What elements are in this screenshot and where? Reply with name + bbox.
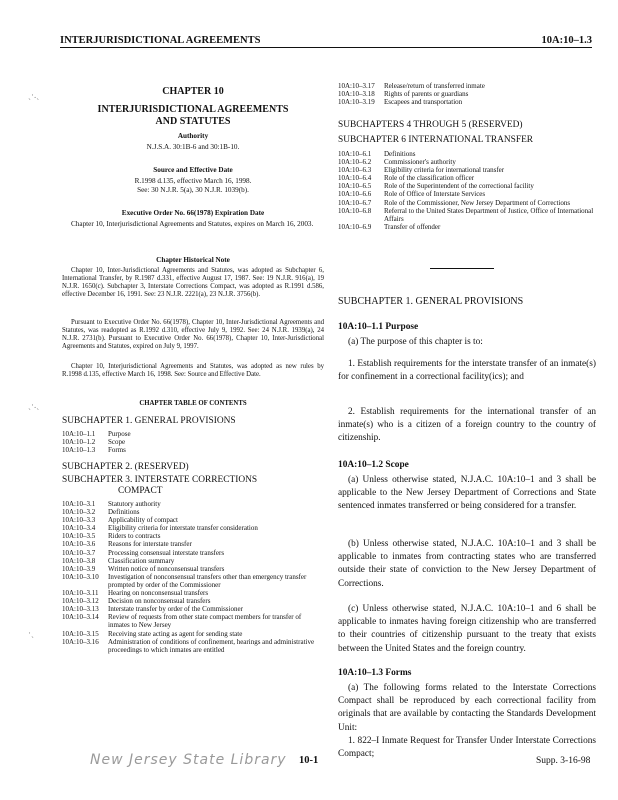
toc-entry [62, 605, 324, 613]
section-1-3-heading: 10A:10–1.3 Forms [338, 668, 412, 678]
toc-list-subchapter-1 [62, 430, 324, 454]
toc-entry-title: Definitions [108, 508, 140, 517]
source-line2: See: 30 N.J.R. 5(a), 30 N.J.R. 1039(b). [137, 186, 249, 194]
toc-entry [62, 597, 324, 605]
toc-entry-title: Review of requests from other state compact members for transfer of inmates to New Jersey [108, 613, 302, 630]
section-1-2-c: (c) Unless otherwise stated, N.J.A.C. 10A:10–1 and 6 shall be applicable to inmates having foreign citizenship who are transferred to their countries of citizenship pursuant to the treaty that exists between the United States and the foreign country. [338, 604, 596, 654]
toc-entry-title: Classification summary [108, 556, 175, 565]
toc-entry-number: 10A:10–3.15 [62, 629, 99, 638]
toc-entry [62, 565, 324, 573]
toc-entry [338, 174, 596, 182]
section-1-1-a2: 2. Establish requirements for the international transfer of an inmate(s) who is a citizen of a foreign country to the country of citizenship. [338, 407, 596, 444]
toc-entry [62, 500, 324, 508]
source-heading: Source and Effective Date [153, 166, 233, 174]
source-line1: R.1998 d.135, effective March 16, 1998. [134, 177, 252, 185]
toc-entry [62, 549, 324, 557]
toc-entry-title: Processing consensual interstate transfers [108, 548, 225, 557]
toc-entry-number: 10A:10–3.7 [62, 548, 96, 557]
toc-entry-title: Release/return of transferred inmate [384, 82, 485, 90]
toc-subchapter-3-cont: COMPACT [118, 486, 163, 496]
toc-entry-number: 10A:10–3.13 [62, 605, 99, 614]
exec-order-text: Chapter 10, Interjurisdictional Agreements and Statutes, expires on March 16, 2003. [71, 220, 314, 228]
toc-entry-number: 10A:10–6.9 [338, 222, 372, 231]
toc-entry [62, 532, 324, 540]
toc-entry-title: Purpose [108, 430, 131, 438]
toc-entry-number: 10A:10–1.2 [62, 438, 96, 447]
toc-entry [62, 446, 324, 454]
toc-entry-title: Statutory authority [108, 500, 161, 508]
historical-note-para2: Pursuant to Executive Order No. 66(1978), Chapter 10, Inter-Jurisdictional Agreements and Statutes, was readopted as R.1992 d.310, effective July 9, 1992. See: 24 N.J.R. 1939(a), 24 N.J.R. 2731(b). Pursuant to Executive Order No. 66(1978), Chapter 10, Inter-Jurisdictional Agreements and Statutes, expired on July 9, 1997. [62, 319, 324, 350]
toc-entry [62, 638, 324, 654]
toc-list-subchapter-3 [62, 500, 324, 654]
supplement-date: Supp. 3-16-98 [536, 756, 591, 766]
toc-entry [62, 613, 324, 629]
toc-entry [62, 557, 324, 565]
toc-entry-title: Definitions [384, 150, 416, 158]
toc-entry-number: 10A:10–3.16 [62, 637, 99, 646]
library-watermark: New Jersey State Library [90, 752, 287, 768]
toc-entry-number: 10A:10–3.19 [338, 98, 375, 107]
toc-entry-number: 10A:10–3.1 [62, 500, 96, 508]
subchapter-1-heading: SUBCHAPTER 1. GENERAL PROVISIONS [338, 296, 524, 307]
toc-entry-title: Decision on nonconsensual transfers [108, 597, 211, 606]
toc-entry-title: Commissioner's authority [384, 158, 456, 167]
toc-entry-number: 10A:10–1.1 [62, 430, 96, 438]
toc-heading: CHAPTER TABLE OF CONTENTS [139, 400, 247, 407]
toc-subchapter-3: SUBCHAPTER 3. INTERSTATE CORRECTIONS [62, 475, 258, 485]
toc-entry [62, 573, 324, 589]
toc-entry [338, 199, 596, 207]
historical-note-para1: Chapter 10, Inter-Jurisdictional Agreements and Statutes, was adopted as Subchapter 6, International Transfer, by R.1987 d.331, effective August 17, 1987. See: 19 N.J.R. 916(a), 19 N.J.R. 1650(c). Subchapter 3, Interstate Corrections Compact, was adopted as R.1991 d.586, effective December 16, 1991. See: 23 N.J.R. 2221(a), 23 N.J.R. 3756(b). [62, 267, 324, 298]
toc-entry [338, 82, 596, 90]
toc-entry-number: 10A:10–6.8 [338, 206, 372, 215]
toc-entry [338, 166, 596, 174]
toc-entry-number: 10A:10–6.5 [338, 182, 372, 191]
toc-entry-number: 10A:10–6.7 [338, 198, 372, 207]
toc-entry-number: 10A:10–3.3 [62, 516, 96, 525]
section-divider [430, 268, 494, 269]
toc-entry-number: 10A:10–3.9 [62, 564, 96, 573]
section-1-3-a1: 1. 822–I Inmate Request for Transfer Under Interstate Corrections Compact; [338, 736, 596, 760]
toc-entry-number: 10A:10–3.6 [62, 540, 96, 549]
toc-entry-number: 10A:10–3.12 [62, 597, 99, 606]
authority-heading: Authority [177, 132, 209, 140]
toc-entry-title: Applicability of compact [108, 516, 178, 525]
toc-entry-number: 10A:10–3.14 [62, 613, 99, 622]
toc-entry-number: 10A:10–6.4 [338, 174, 372, 183]
toc-entry-title: Interstate transfer by order of the Commissioner [108, 605, 243, 614]
chapter-title-line2: AND STATUTES [155, 116, 231, 127]
page-number: 10-1 [299, 755, 319, 766]
toc-entry [338, 150, 596, 158]
running-header [60, 30, 592, 48]
toc-entry [62, 589, 324, 597]
toc-entry [62, 430, 324, 438]
toc-entry [338, 207, 596, 223]
toc-entry-title: Riders to contracts [108, 532, 161, 541]
section-1-3-a: (a) The following forms related to the Interstate Corrections Compact shall be reproduced by each correctional facility from originals that are available by contacting the Standards Development Unit: [338, 683, 596, 733]
toc-entry-number: 10A:10–1.3 [62, 446, 96, 455]
toc-subchapter-1: SUBCHAPTER 1. GENERAL PROVISIONS [62, 416, 236, 426]
toc-list-subchapter-3-cont [338, 82, 596, 106]
toc-list-subchapter-6 [338, 150, 596, 231]
toc-entry-number: 10A:10–3.4 [62, 524, 96, 533]
toc-subchapter-6: SUBCHAPTER 6 INTERNATIONAL TRANSFER [338, 135, 534, 145]
toc-entry [338, 158, 596, 166]
toc-entry-title: Rights of parents or guardians [384, 90, 469, 99]
section-1-2-heading: 10A:10–1.2 Scope [338, 460, 409, 470]
section-1-2-a: (a) Unless otherwise stated, N.J.A.C. 10A:10–1 and 3 shall be applicable to the New Jersey Department of Corrections and State sentenced inmates transferred or being considered for a transfer. [338, 475, 596, 512]
section-1-1-a: (a) The purpose of this chapter is to: [348, 337, 483, 347]
toc-entry [338, 190, 596, 198]
toc-entry [62, 438, 324, 446]
toc-entry-title: Scope [108, 438, 126, 447]
toc-entry-title: Eligibility criteria for interstate transfer consideration [108, 524, 258, 533]
header-section: 10A:10–1.3 [541, 35, 592, 46]
margin-mark: ˎ·.ˏ [28, 90, 40, 100]
toc-entry-title: Forms [108, 446, 126, 455]
toc-entry-title: Role of the Superintendent of the correctional facility [384, 182, 534, 191]
toc-entry-number: 10A:10–6.1 [338, 150, 372, 158]
toc-entry-title: Transfer of offender [384, 222, 441, 231]
toc-entry-number: 10A:10–3.5 [62, 532, 96, 541]
toc-entry-title: Investigation of nonconsensual transfers other than emergency transfer prompted by order of the Commissioner [108, 572, 307, 589]
toc-entry-title: Referral to the United States Department of Justice, Office of International Affairs [384, 206, 594, 223]
margin-mark: ·ˏ [28, 628, 34, 638]
toc-entry-title: Reasons for interstate transfer [108, 540, 192, 549]
chapter-label: CHAPTER 10 [162, 86, 224, 97]
toc-entry-number: 10A:10–3.10 [62, 572, 99, 581]
section-1-1-heading: 10A:10–1.1 Purpose [338, 322, 419, 332]
historical-note-heading: Chapter Historical Note [156, 256, 230, 264]
toc-entry-title: Eligibility criteria for international transfer [384, 166, 505, 175]
margin-mark: ˎ·.ˏ [28, 400, 40, 410]
toc-entry-number: 10A:10–3.8 [62, 556, 96, 565]
toc-entry-number: 10A:10–3.18 [338, 90, 375, 99]
toc-entry [62, 630, 324, 638]
toc-entry-number: 10A:10–3.17 [338, 82, 375, 90]
toc-entry-title: Role of Office of Interstate Services [384, 190, 486, 199]
toc-entry-number: 10A:10–6.3 [338, 166, 372, 175]
section-1-1-a1: 1. Establish requirements for the interstate transfer of an inmate(s) for confinement in a correctional facility(ics); and [338, 359, 596, 383]
toc-entry-title: Role of the Commissioner, New Jersey Department of Corrections [384, 198, 571, 207]
toc-entry [338, 90, 596, 98]
toc-entry-title: Receiving state acting as agent for sending state [108, 629, 243, 638]
toc-entry-number: 10A:10–3.11 [62, 589, 99, 598]
toc-entry-number: 10A:10–3.2 [62, 508, 96, 517]
toc-entry-number: 10A:10–6.6 [338, 190, 372, 199]
historical-note-para3: Chapter 10, Interjurisdictional Agreements and Statutes, was adopted as new rules by R.1998 d.135, effective March 16, 1998. See: Source and Effective Date. [62, 363, 324, 378]
toc-entry [62, 516, 324, 524]
toc-entry-title: Role of the classification officer [384, 174, 475, 183]
toc-entry-title: Hearing on nonconsensual transfers [108, 589, 209, 598]
toc-entry [338, 98, 596, 106]
toc-entry [62, 508, 324, 516]
toc-subchapters-4-5: SUBCHAPTERS 4 THROUGH 5 (RESERVED) [338, 120, 523, 130]
toc-entry [338, 182, 596, 190]
toc-subchapter-2: SUBCHAPTER 2. (RESERVED) [62, 462, 189, 472]
chapter-title-line1: INTERJURISDICTIONAL AGREEMENTS [97, 104, 289, 115]
exec-order-heading: Executive Order No. 66(1978) Expiration Date [121, 209, 265, 217]
toc-entry [62, 524, 324, 532]
toc-entry [338, 223, 596, 231]
toc-entry [62, 540, 324, 548]
authority-text: N.J.S.A. 30:1B-6 and 30:1B-10. [146, 143, 240, 151]
section-1-2-b: (b) Unless otherwise stated, N.J.A.C. 10A:10–1 and 3 shall be applicable to inmates from contracting states who are transferred outside their state of conviction to the New Jersey Department of Corrections. [338, 539, 596, 589]
toc-entry-number: 10A:10–6.2 [338, 158, 372, 167]
toc-entry-title: Administration of conditions of confinement, hearings and administrative proceedings to which inmates are entitled [108, 637, 315, 654]
toc-entry-title: Escapees and transportation [384, 98, 463, 107]
header-title: INTERJURISDICTIONAL AGREEMENTS [60, 35, 261, 46]
toc-entry-title: Written notice of nonconsensual transfers [108, 564, 225, 573]
